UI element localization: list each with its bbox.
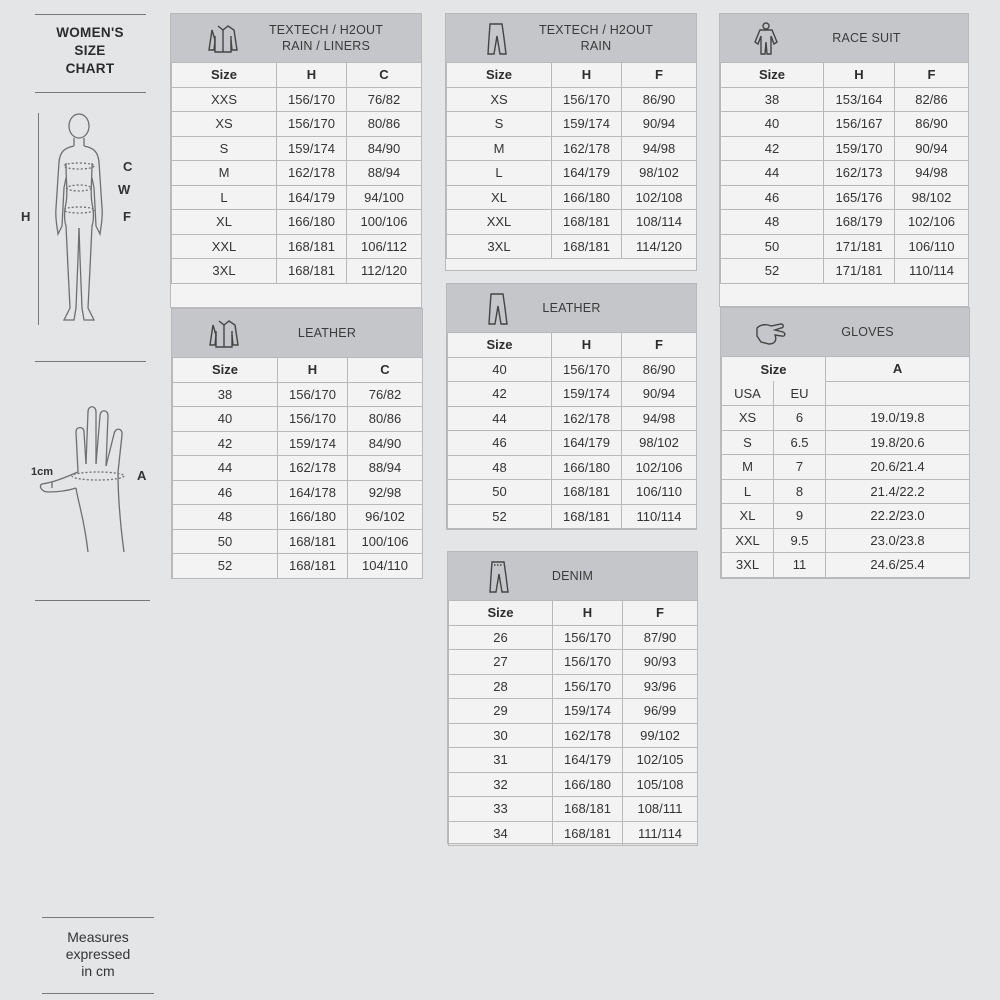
panel-header (446, 14, 696, 62)
table-header-row: Size H F (448, 333, 697, 358)
table-row: 3XL 168/181 112/120 (172, 259, 422, 284)
panel-textech-rain-liners (170, 13, 422, 308)
table-row: 52 171/181 110/114 (721, 259, 969, 284)
size-chart-title: WOMEN'S SIZE CHART (56, 25, 124, 76)
table-row: XXL 168/181 106/112 (172, 234, 422, 259)
size-table (448, 600, 698, 846)
table-row: XL 166/180 102/108 (447, 185, 697, 210)
female-body-figure-icon (46, 108, 121, 333)
waist-label: W (118, 182, 131, 197)
table-row: XS 6 19.0/19.8 (722, 406, 970, 431)
table-header-row: Size H F (721, 63, 969, 88)
panel-race-suit (719, 13, 969, 307)
one-cm-label: 1cm (31, 466, 54, 478)
table-header-row: Size H C (172, 63, 422, 88)
table-row: M 7 20.6/21.4 (722, 455, 970, 480)
table-row: 44 162/173 94/98 (721, 161, 969, 186)
table-row: XL 9 22.2/23.0 (722, 504, 970, 529)
table-row: 40 156/167 86/90 (721, 112, 969, 137)
panel-header (720, 14, 968, 62)
table-row: 48 166/180 102/106 (448, 455, 697, 480)
measures-note: Measures expressed in cm (65, 929, 131, 979)
size-table (171, 62, 422, 284)
table-header-row: Size H F (449, 601, 698, 626)
panel-title: RACE SUIT (832, 31, 901, 45)
table-row: 42 159/170 90/94 (721, 136, 969, 161)
table-row: L 164/179 98/102 (447, 161, 697, 186)
table-row: 29 159/174 96/99 (449, 699, 698, 724)
table-row: 38 153/164 82/86 (721, 87, 969, 112)
table-header-row: Size A (722, 357, 970, 382)
panel-leather-jacket (171, 308, 423, 579)
table-row: XXL 9.5 23.0/23.8 (722, 528, 970, 553)
panel-textech-rain (445, 13, 697, 271)
table-row: 46 164/179 98/102 (448, 431, 697, 456)
panel-header (172, 309, 422, 357)
table-row: XXS 156/170 76/82 (172, 87, 422, 112)
table-row: 48 168/179 102/106 (721, 210, 969, 235)
size-table (446, 62, 697, 259)
table-row: S 6.5 19.8/20.6 (722, 430, 970, 455)
table-row: L 164/179 94/100 (172, 185, 422, 210)
panel-gloves (720, 307, 970, 579)
panel-leather-pants (446, 283, 697, 530)
panel-header (447, 284, 696, 332)
table-row: 46 164/178 92/98 (173, 480, 423, 505)
table-row: S 159/174 90/94 (447, 112, 697, 137)
size-table (721, 356, 970, 578)
panel-title: LEATHER (297, 326, 357, 340)
size-table (447, 332, 697, 529)
panel-denim (447, 551, 698, 844)
panel-header (171, 14, 421, 62)
table-row: 50 168/181 100/106 (173, 529, 423, 554)
table-row: 3XL 168/181 114/120 (447, 234, 697, 259)
table-subheader-row: USA EU (722, 381, 970, 406)
hand-a-label: A (137, 468, 147, 483)
table-row: 28 156/170 93/96 (449, 674, 698, 699)
height-label: H (21, 209, 31, 224)
height-measure-line (38, 113, 39, 325)
hips-label: F (123, 209, 131, 224)
table-row: 50 168/181 106/110 (448, 480, 697, 505)
table-row: 40 156/170 86/90 (448, 357, 697, 382)
table-row: 33 168/181 108/111 (449, 797, 698, 822)
panel-header (448, 552, 697, 600)
size-table (172, 357, 423, 579)
table-row: XXL 168/181 108/114 (447, 210, 697, 235)
chest-label: C (123, 159, 133, 174)
panel-title: LEATHER (542, 301, 601, 315)
table-row: 50 171/181 106/110 (721, 234, 969, 259)
panel-title: GLOVES (841, 325, 894, 339)
table-row: 26 156/170 87/90 (449, 625, 698, 650)
table-row: M 162/178 94/98 (447, 136, 697, 161)
table-row: 38 156/170 76/82 (173, 382, 423, 407)
table-row: 42 159/174 90/94 (448, 382, 697, 407)
table-row: S 159/174 84/90 (172, 136, 422, 161)
table-row: XL 166/180 100/106 (172, 210, 422, 235)
table-row: 44 162/178 94/98 (448, 406, 697, 431)
table-row: L 8 21.4/22.2 (722, 479, 970, 504)
panel-title: TEXTECH / H2OUT RAIN / LINERS (268, 23, 384, 53)
table-row: XS 156/170 80/86 (172, 112, 422, 137)
table-row: 3XL 11 24.6/25.4 (722, 553, 970, 578)
size-table (720, 62, 969, 284)
table-row: M 162/178 88/94 (172, 161, 422, 186)
table-row: 52 168/181 110/114 (448, 504, 697, 529)
table-row: 48 166/180 96/102 (173, 505, 423, 530)
table-row: 34 168/181 111/114 (449, 821, 698, 846)
table-row: 44 162/178 88/94 (173, 456, 423, 481)
panel-title: TEXTECH / H2OUT RAIN (538, 23, 654, 53)
table-row: XS 156/170 86/90 (447, 87, 697, 112)
table-row: 32 166/180 105/108 (449, 772, 698, 797)
table-row: 42 159/174 84/90 (173, 431, 423, 456)
panel-title: DENIM (551, 569, 594, 583)
table-row: 40 156/170 80/86 (173, 407, 423, 432)
table-row: 27 156/170 90/93 (449, 650, 698, 675)
table-row: 30 162/178 99/102 (449, 723, 698, 748)
table-row: 31 164/179 102/105 (449, 748, 698, 773)
hand-measure-icon (38, 402, 138, 557)
panel-header (721, 308, 969, 356)
table-header-row: Size H C (173, 358, 423, 383)
table-row: 52 168/181 104/110 (173, 554, 423, 579)
table-header-row: Size H F (447, 63, 697, 88)
table-row: 46 165/176 98/102 (721, 185, 969, 210)
